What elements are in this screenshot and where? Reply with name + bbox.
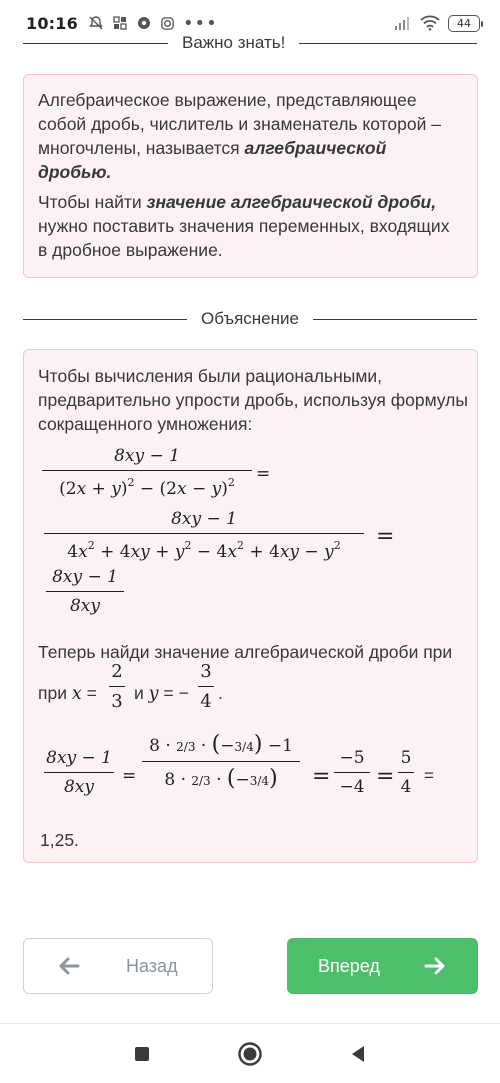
fraction-bar <box>44 533 364 534</box>
fraction-bar <box>198 686 214 687</box>
important-divider <box>23 33 477 53</box>
fraction-answer <box>398 750 414 796</box>
fraction-denominator: $4x^2 + 4xy + y^2 - 4x^2 + 4xy - y^2$ <box>67 539 341 563</box>
final-result: 1,25. <box>40 830 79 850</box>
apps-icon <box>112 15 128 31</box>
y-numerator: 3 <box>200 661 212 682</box>
back-button[interactable] <box>23 938 213 994</box>
definition-paragraph <box>38 88 463 184</box>
substituted-denominator: 8 · 2/3 · (−3/4) <box>164 766 278 792</box>
fraction-expanded <box>44 511 364 561</box>
equals-sign: = <box>376 764 395 789</box>
prompt-x: при x = <box>38 683 97 704</box>
x-numerator: 2 <box>111 661 123 682</box>
fraction-bar <box>44 772 114 773</box>
value-text-end: нужно поставить значения переменных, входящих в дробное выражение. <box>38 216 450 260</box>
fraction-bar <box>334 772 370 773</box>
fraction-bar <box>42 470 252 471</box>
divider-line <box>23 319 187 320</box>
explanation-card <box>23 349 478 863</box>
definition-text: Алгебраическое выражение, представляющее собой дробь, числитель и знаменатель которой – многочлены, называется <box>38 90 441 158</box>
instagram-icon <box>160 16 175 31</box>
fraction-bar <box>142 761 300 762</box>
x-value-fraction <box>109 663 125 711</box>
prompt-and: и y = − <box>134 683 189 704</box>
definition-term: алгебраической дробью. <box>38 138 387 182</box>
fraction-denominator: 8xy <box>69 596 100 617</box>
fraction-numerator: 8xy − 1 <box>114 446 180 466</box>
explanation-divider <box>23 309 477 329</box>
fraction-numerator: 8xy − 1 <box>52 567 118 587</box>
arrow-left-icon <box>58 957 80 975</box>
chat-icon <box>136 15 152 31</box>
fraction-numerator: 8xy − 1 <box>46 748 112 768</box>
wifi-icon <box>420 15 440 31</box>
fraction-denominator: $(2x + y)^2 - (2x - y)^2$ <box>59 476 235 500</box>
back-triangle-icon[interactable] <box>349 1044 367 1064</box>
prompt-period: . <box>218 683 223 703</box>
ratio-numerator: −5 <box>339 748 365 768</box>
fraction-simplified <box>46 569 124 615</box>
fraction-numerator: 8xy − 1 <box>171 509 237 529</box>
back-button-label: Назад <box>126 955 178 976</box>
fraction-simplified-final <box>44 750 114 796</box>
fraction-substituted <box>142 734 300 790</box>
more-dots-icon: ••• <box>182 12 218 34</box>
prompt-pri: при <box>38 683 67 703</box>
fraction-bar <box>109 686 125 687</box>
equals-sign: = <box>256 464 271 484</box>
divider-line <box>313 319 477 320</box>
value-text-start: Чтобы найти <box>38 192 142 212</box>
next-button[interactable] <box>287 938 478 994</box>
bell-off-icon <box>88 15 104 31</box>
prompt-line-1: Теперь найди значение алгебраической дроби при <box>38 642 453 662</box>
system-navigation-bar <box>0 1023 500 1083</box>
important-card <box>23 74 478 278</box>
answer-numerator: 5 <box>400 748 412 768</box>
important-title: Важно знать! <box>182 33 286 52</box>
battery-icon <box>448 15 480 32</box>
value-term: значение алгебраической дроби, <box>146 192 437 212</box>
equals-sign: = <box>122 766 137 786</box>
notification-icons <box>88 13 218 34</box>
equals-sign: = <box>312 764 331 789</box>
status-time: 10:16 <box>26 13 78 33</box>
home-icon[interactable] <box>237 1041 263 1067</box>
equals-sign: = <box>424 766 434 785</box>
divider-line <box>23 43 168 44</box>
substituted-numerator: 8 · 2/3 · (−3/4) −1 <box>149 732 293 757</box>
fraction-denominator: 8xy <box>63 777 94 798</box>
arrow-right-icon <box>424 957 446 975</box>
y-denominator: 4 <box>200 691 212 713</box>
fraction-bar <box>398 772 414 773</box>
fraction-bar <box>46 591 124 592</box>
explanation-intro: Чтобы вычисления были рациональными, предварительно упрости дробь, используя формулы сокращенного умножения: <box>38 366 468 434</box>
ratio-denominator: −4 <box>339 777 365 798</box>
y-value-fraction <box>198 663 214 711</box>
divider-line <box>299 43 477 44</box>
answer-denominator: 4 <box>400 777 412 798</box>
fraction-ratio <box>334 750 370 796</box>
equals-sign: = <box>376 524 395 549</box>
next-button-label: Вперед <box>318 955 380 976</box>
x-denominator: 3 <box>111 691 123 713</box>
signal-icon <box>394 15 412 31</box>
explanation-title: Объяснение <box>201 309 299 328</box>
value-paragraph <box>38 190 463 262</box>
battery-level: 44 <box>457 16 471 30</box>
recents-icon[interactable] <box>133 1045 151 1063</box>
status-right <box>394 15 480 32</box>
fraction-original <box>42 448 252 498</box>
